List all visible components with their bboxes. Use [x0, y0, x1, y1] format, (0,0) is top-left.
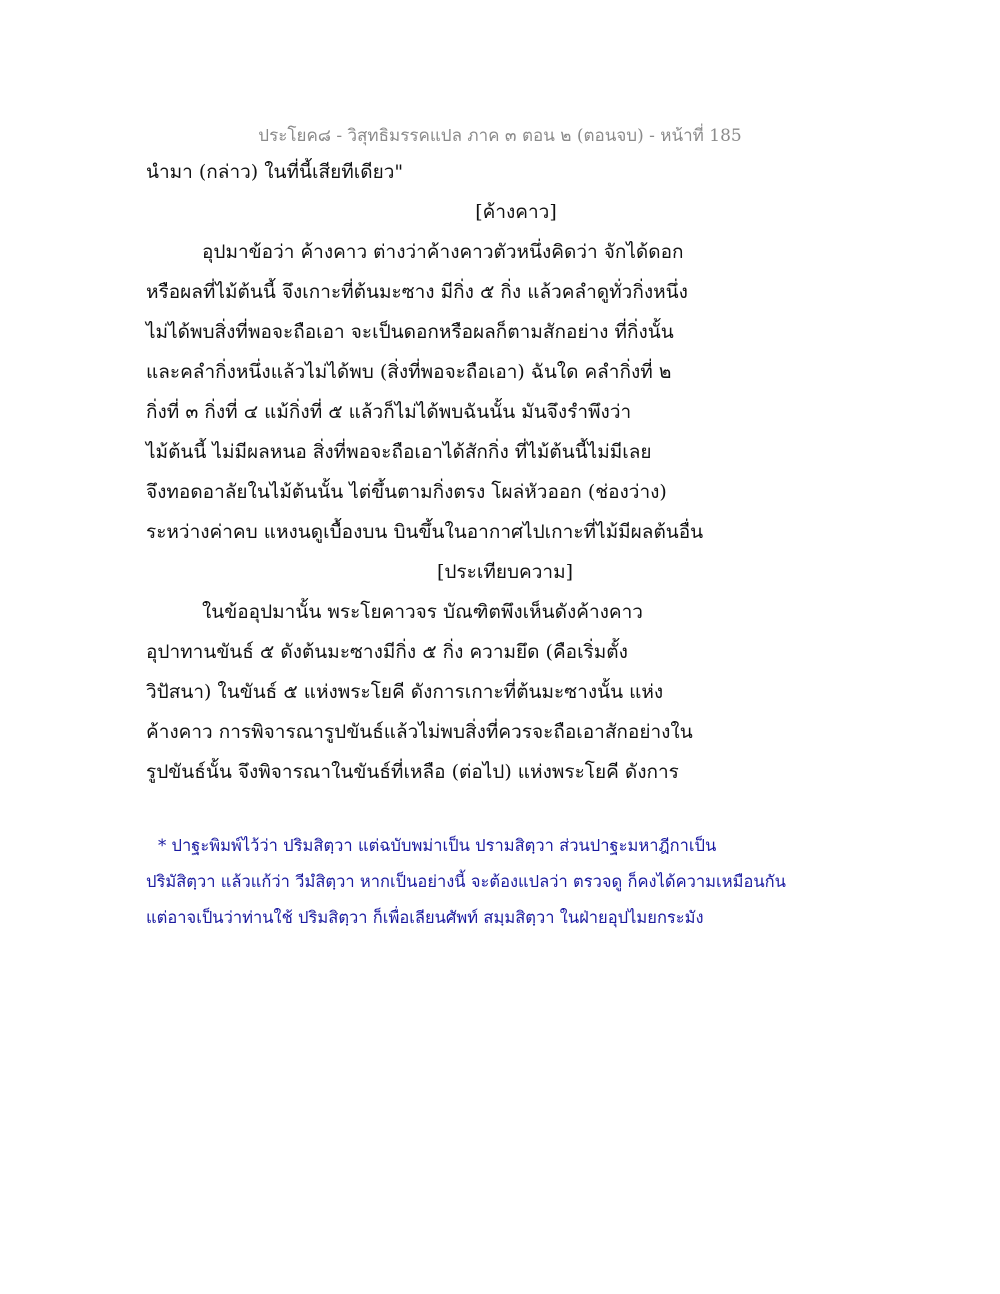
page-header: ประโยค๘ - วิสุทธิมรรคแปล ภาค ๓ ตอน ๒ (ตอนจบ) - หน้าที่ 185	[258, 126, 742, 146]
text-line-3: อุปมาข้อว่า ค้างคาว ต่างว่าค้างคาวตัวหนึ่งคิดว่า จักได้ดอก	[202, 241, 684, 263]
text-line-1: นำมา (กล่าว) ในที่นี้เสียทีเดียว"	[146, 161, 404, 183]
section-heading-comparison: [ประเทียบความ]	[436, 561, 574, 583]
section-heading-bat: [ค้างคาว]	[475, 201, 557, 223]
text-line-8: ไม้ต้นนี้ ไม่มีผลหนอ สิ่งที่พอจะถือเอาได้สักกิ่ง ที่ไม้ต้นนี้ไม่มีเลย	[146, 441, 652, 463]
footnote-line-2: ปริมัสิตฺวา แล้วแก้ว่า วีมํสิตฺวา หากเป็นอย่างนี้ จะต้องแปลว่า ตรวจดู ก็คงได้ความเหมือนกัน	[146, 872, 786, 891]
text-line-12: ในข้ออุปมานั้น พระโยคาวจร บัณฑิตพึงเห็นดังค้างคาว	[202, 601, 643, 623]
text-line-5: ไม่ได้พบสิ่งที่พอจะถือเอา จะเป็นดอกหรือผลก็ตามสักอย่าง ที่กิ่งนั้น	[146, 321, 674, 343]
text-line-16: รูปขันธ์นั้น จึงพิจารณาในขันธ์ที่เหลือ (ต่อไป) แห่งพระโยคี ดังการ	[146, 761, 679, 783]
text-line-4: หรือผลที่ไม้ต้นนี้ จึงเกาะที่ต้นมะซาง มีกิ่ง ๕ กิ่ง แล้วคลำดูทั่วกิ่งหนึ่ง	[146, 281, 688, 303]
text-line-15: ค้างคาว การพิจารณารูปขันธ์แล้วไม่พบสิ่งที่ควรจะถือเอาสักอย่างใน	[146, 721, 693, 743]
text-line-14: วิปัสนา) ในขันธ์ ๕ แห่งพระโยคี ดังการเกาะที่ต้นมะซางนั้น แห่ง	[146, 681, 664, 703]
text-line-9: จึงทอดอาลัยในไม้ต้นนั้น ไต่ขึ้นตามกิ่งตรง โผล่หัวออก (ช่องว่าง)	[146, 481, 667, 503]
text-line-10: ระหว่างค่าคบ แหงนดูเบื้องบน บินขึ้นในอากาศไปเกาะที่ไม้มีผลต้นอื่น	[146, 521, 704, 543]
text-line-13: อุปาทานขันธ์ ๕ ดังต้นมะซางมีกิ่ง ๕ กิ่ง ความยึด (คือเริ่มตั้ง	[146, 641, 628, 663]
footnote-line-1: * ปาฐะพิมพ์ไว้ว่า ปริมสิตฺวา แต่ฉบับพม่าเป็น ปรามสิตฺวา ส่วนปาฐะมหาฎีกาเป็น	[158, 836, 717, 855]
text-line-7: กิ่งที่ ๓ กิ่งที่ ๔ แม้กิ่งที่ ๕ แล้วก็ไม่ได้พบฉันนั้น มันจึงรำพึงว่า	[146, 401, 632, 423]
text-line-6: และคลำกิ่งหนึ่งแล้วไม่ได้พบ (สิ่งที่พอจะถือเอา) ฉันใด คลำกิ่งที่ ๒	[146, 361, 672, 383]
footnote-line-3: แต่อาจเป็นว่าท่านใช้ ปริมสิตฺวา ก็เพื่อเลียนศัพท์ สมฺมสิตฺวา ในฝ่ายอุปไมยกระมัง	[146, 908, 704, 927]
